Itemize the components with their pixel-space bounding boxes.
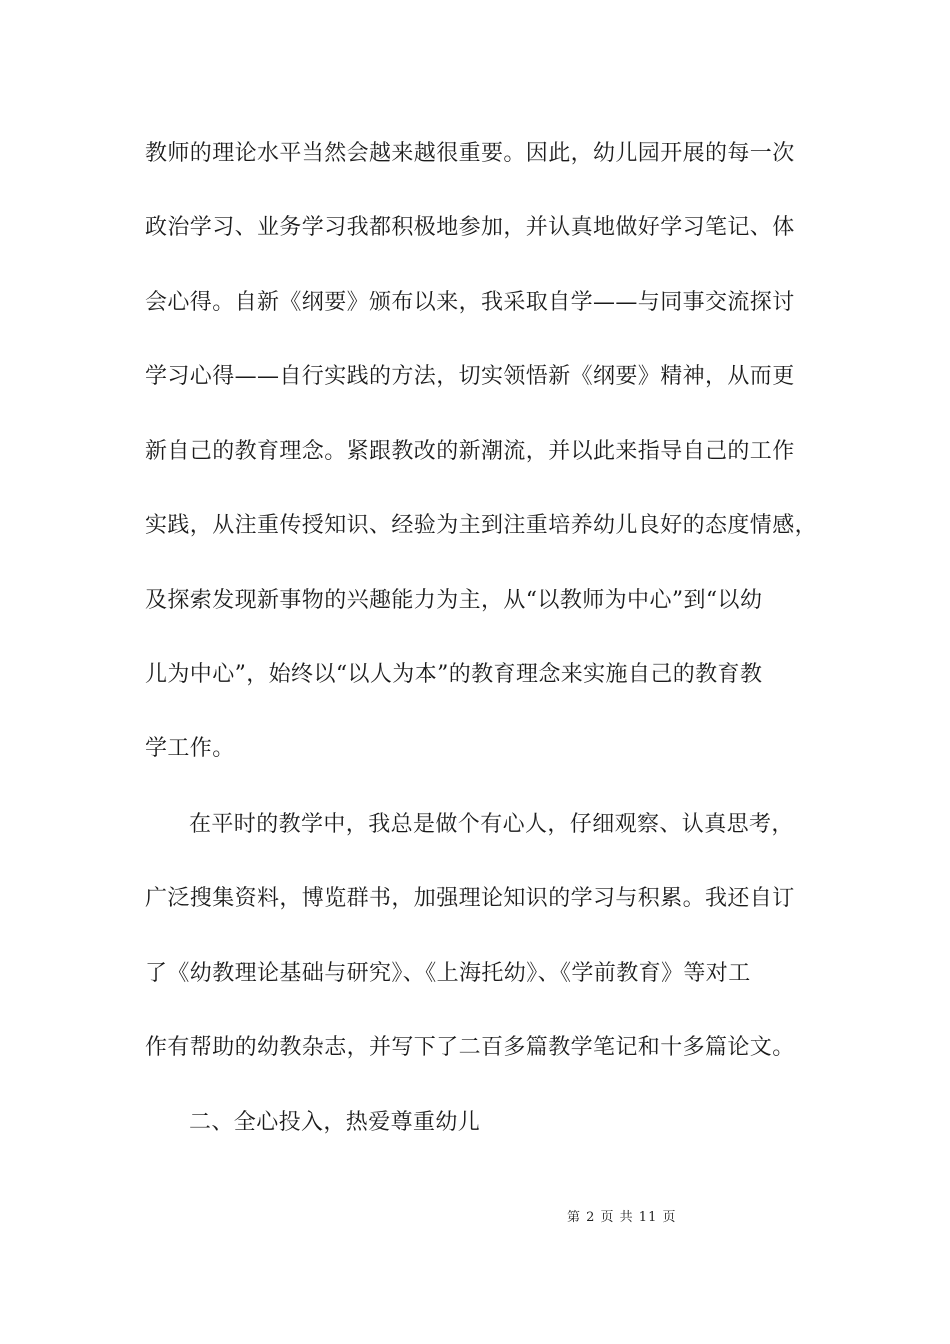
paragraph-line: 教师的理论水平当然会越来越很重要。因此，幼儿园开展的每一次 [145,141,795,166]
paragraph-line: 学工作。 [145,736,235,761]
paragraph-line: 在平时的教学中，我总是做个有心人，仔细观察、认真思考， [189,812,794,837]
paragraph-line: 学习心得——自行实践的方法，切实领悟新《纲要》精神，从而更 [145,364,795,389]
paragraph-line: 实践，从注重传授知识、经验为主到注重培养幼儿良好的态度情感， [145,513,818,538]
paragraph-line: 及探索发现新事物的兴趣能力为主，从“以教师为中心”到“以幼 [145,588,763,613]
paragraph-line: 儿为中心”，始终以“以人为本”的教育理念来实施自己的教育教 [145,662,763,687]
section-heading: 二、全心投入，热爱尊重幼儿 [189,1110,481,1135]
paragraph-line: 了《幼教理论基础与研究》、《上海托幼》、《学前教育》等对工 [145,961,751,986]
page-footer [0,1208,950,1228]
paragraph-line: 新自己的教育理念。紧跟教改的新潮流，并以此来指导自己的工作 [145,439,795,464]
paragraph-line: 广泛搜集资料，博览群书，加强理论知识的学习与积累。我还自订 [145,886,795,911]
page-number: 第 2 页 共 11 页 [567,1210,677,1225]
paragraph-line: 政治学习、业务学习我都积极地参加，并认真地做好学习笔记、体 [145,215,795,240]
paragraph-line: 作有帮助的幼教杂志，并写下了二百多篇教学笔记和十多篇论文。 [145,1035,795,1060]
paragraph-line: 会心得。自新《纲要》颁布以来，我采取自学——与同事交流探讨 [145,290,795,315]
